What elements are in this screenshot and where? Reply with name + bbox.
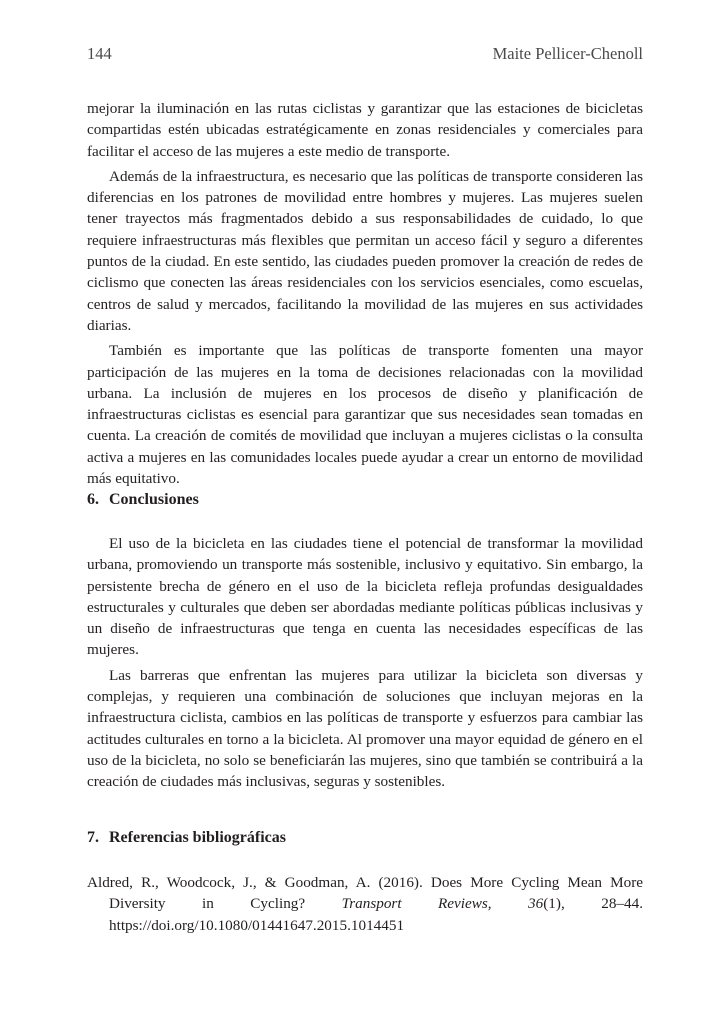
paragraph-infrastructure: Además de la infraestructura, es necesario que las políticas de transporte consideren las diferencias en los patrones de movilidad entre hombres y mujeres. Las mujeres suelen tener trayectos más fragmentados debido a sus responsabilidades de cuidado, lo que requiere infraestructuras más flexibles que permitan un acceso fácil y seguro a diferentes puntos de la ciudad. En este sentido, las ciudades pueden promover la creación de redes de ciclismo que conecten las áreas residenciales con los servicios esenciales, como escuelas, centros de salud y mercados, facilitando la movilidad de las mujeres en sus actividades diarias. bbox=[87, 167, 643, 334]
body-text-top bbox=[87, 98, 643, 493]
paragraph-continuation: mejorar la iluminación en las rutas ciclistas y garantizar que las estaciones de bicicletas compartidas estén ubicadas estratégicamente en zonas residenciales y comerciales para facilitar el acceso de las mujeres a este medio de transporte. bbox=[87, 100, 643, 160]
paragraph-conclusion-1: El uso de la bicicleta en las ciudades tiene el potencial de transformar la movilidad urbana, promoviendo un transporte más sostenible, inclusivo y equitativo. Sin embargo, la persistente brecha de género en el uso de la bicicleta refleja profundas desigualdades estructurales y culturales que deben ser abordadas mediante políticas públicas inclusivas y un diseño de infraestructuras que tenga en cuenta las necesidades específicas de las mujeres. bbox=[87, 535, 643, 659]
reference-authors-title: Aldred, R., Woodcock, J., & Goodman, A. (2016). Does More Cycling Mean More Diversity in Cycling? bbox=[87, 874, 643, 913]
running-author: Maite Pellicer-Chenoll bbox=[492, 44, 643, 63]
reference-entry bbox=[87, 872, 643, 936]
paragraph-participation: También es importante que las políticas de transporte fomenten una mayor participación de las mujeres en la toma de decisiones relacionadas con la movilidad urbana. La inclusión de mujeres en los procesos de diseño y planificación de infraestructuras ciclistas es esencial para garantizar que sus necesidades sean tomadas en cuenta. La creación de comités de movilidad que incluyan a mujeres ciclistas o la consulta activa a mujeres en las comunidades locales puede ayudar a crear un entorno de movilidad más equitativo. bbox=[87, 342, 643, 488]
page-number: 144 bbox=[87, 44, 112, 63]
section-title: Referencias bibliográficas bbox=[109, 829, 287, 846]
reference-issue-doi: (1), 28–44. https://doi.org/10.1080/01441647.2015.1014451 bbox=[109, 895, 643, 934]
section-title: Conclusiones bbox=[109, 491, 199, 508]
paragraph-conclusion-2: Las barreras que enfrentan las mujeres para utilizar la bicicleta son diversas y complejas, y requieren una combinación de soluciones que incluyan mejoras en la infraestructura ciclista, cambios en las políticas de transporte y esfuerzos para cambiar las actitudes culturales en torno a la bicicleta. Al promover una mayor equidad de género en el uso de la bicicleta, no solo se beneficiarán las mujeres, sino que también se contribuirá a la creación de ciudades más inclusivas, seguras y sostenibles. bbox=[87, 666, 643, 791]
running-header bbox=[87, 44, 643, 64]
reference-journal: Transport Reviews, 36 bbox=[341, 895, 544, 913]
section-number: 7. bbox=[87, 829, 99, 846]
section-heading-conclusiones bbox=[87, 491, 643, 509]
body-text-conclusions bbox=[87, 533, 643, 797]
section-number: 6. bbox=[87, 491, 99, 508]
section-heading-referencias bbox=[87, 829, 643, 847]
